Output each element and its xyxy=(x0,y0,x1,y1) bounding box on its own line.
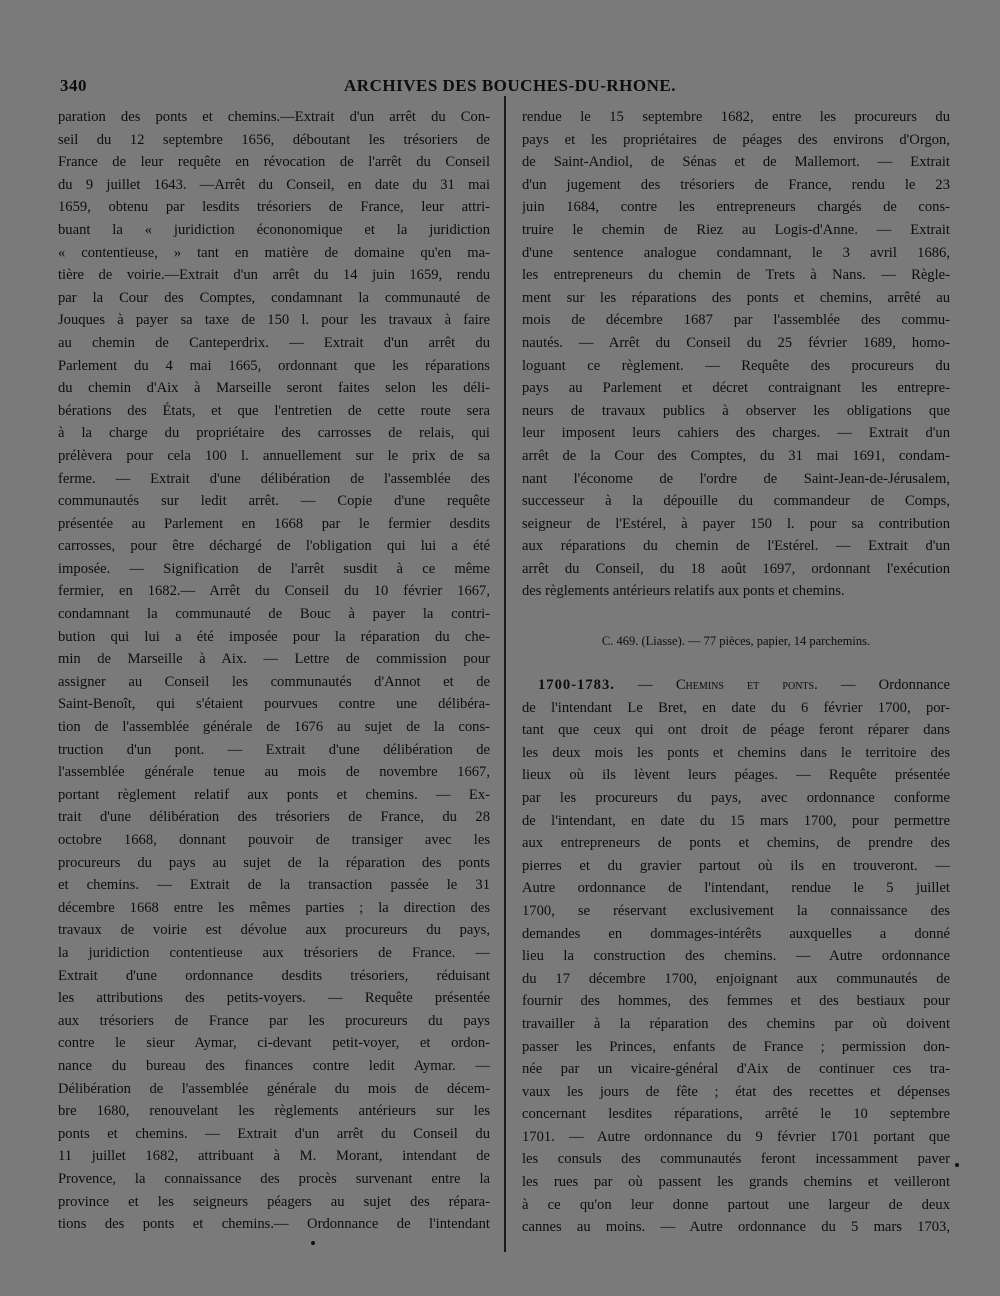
text-line: du chemin d'Aix à Marseille seront faites selon les déli- xyxy=(58,380,490,397)
column-rule xyxy=(504,96,506,1252)
text-line: du 9 juillet 1643. —Arrêt du Conseil, en date du 31 mai xyxy=(58,176,490,193)
text-line: truire le chemin de Riez au Logis-d'Anne. — Extrait xyxy=(522,221,950,238)
text-line: prélèvera pour cela 100 l. annuellement sur le prix de sa xyxy=(58,447,490,464)
text-line: fermier, en 1682.— Arrêt du Conseil du 10 février 1667, xyxy=(58,583,490,600)
text-line: trait d'une délibération des trésoriers de France, du 28 xyxy=(58,809,490,826)
text-line: aux entrepreneurs de ponts et chemins, de prendre des xyxy=(522,835,950,852)
text-line: portant règlement relatif aux ponts et chemins. — Ex- xyxy=(58,786,490,803)
text-line: 1701. — Autre ordonnance du 9 février 1701 portant que xyxy=(522,1128,950,1145)
text-line: de Saint-Andiol, de Sénas et de Mallemort. — Extrait xyxy=(522,154,950,171)
text-line: assigner au Conseil les communautés d'Annot et de xyxy=(58,673,490,690)
text-line: mois de décembre 1687 par l'assemblée des commu- xyxy=(522,312,950,329)
text-line: l'assemblée générale tenue au mois de novembre 1667, xyxy=(58,764,490,781)
text-line: leur imposent leurs cahiers des charges. — Extrait d'un xyxy=(522,425,950,442)
text-line: arrêt du Conseil, du 18 août 1697, ordonnant l'exécution xyxy=(522,560,950,577)
text-line: loguant ce règlement. — Requête des procureurs du xyxy=(522,357,950,374)
text-line: tion de l'assemblée générale de 1676 au sujet de la cons- xyxy=(58,719,490,736)
text-line: Jouques à payer sa taxe de 150 l. pour les travaux à faire xyxy=(58,312,490,329)
text-line: à ce qu'on leur donne partout une largeur de deux xyxy=(522,1196,950,1213)
text-line: nance du bureau des finances contre ledit Aymar. — xyxy=(58,1057,490,1074)
text-line: les attributions des petits-voyers. — Requête présentée xyxy=(58,990,490,1007)
text-line: juin 1684, contre les entrepreneurs chargés de cons- xyxy=(522,199,950,216)
text-line: min de Marseille à Aix. — Lettre de commission pour xyxy=(58,651,490,668)
text-line: tant que ceux qui ont droit de péage feront réparer dans xyxy=(522,722,950,739)
text-line: les rues par où passent les grands chemins et veilleront xyxy=(522,1174,950,1191)
text-line: aux trésoriers de France par les procureurs du pays xyxy=(58,1012,490,1029)
text-line: cannes au moins. — Autre ordonnance du 5 mars 1703, xyxy=(522,1219,950,1236)
text-line: Parlement du 4 mai 1665, ordonnant que les réparations xyxy=(58,357,490,374)
text-line: du 17 décembre 1700, enjoignant aux communautés de xyxy=(522,970,950,987)
text-line: d'une sentence analogue condamnant, le 3 avril 1686, xyxy=(522,244,950,261)
text-line: seil du 12 septembre 1656, déboutant les trésoriers de xyxy=(58,131,490,148)
text-line: rendue le 15 septembre 1682, entre les procureurs du xyxy=(522,109,950,125)
text-line: ponts et chemins. — Extrait d'un arrêt du Conseil du xyxy=(58,1125,490,1142)
text-line: tière de voirie.—Extrait d'un arrêt du 14 juin 1659, rendu xyxy=(58,267,490,284)
text-line: d'un jugement des trésoriers de France, rendu le 23 xyxy=(522,176,950,193)
text-line: nautés. — Arrêt du Conseil du 25 février 1689, homo- xyxy=(522,334,950,351)
text-line: nant l'économe de l'ordre de Saint-Jean-de-Jérusalem, xyxy=(522,470,950,487)
text-line: bution qui lui a été imposée pour la réparation du che- xyxy=(58,628,490,645)
text-line: lieux où ils lèvent leurs péages. — Requête présentée xyxy=(522,767,950,784)
entry-first-line-rest: — Ordonnance xyxy=(840,677,950,693)
text-line: pays au Parlement et décret contraignant les entrepre- xyxy=(522,380,950,397)
footer-dot xyxy=(311,1241,315,1245)
text-line: à la charge du propriétaire des carrosses de relais, qui xyxy=(58,425,490,442)
entry-block xyxy=(522,674,950,1239)
text-line: la juridiction contentieuse aux trésoriers de France. — xyxy=(58,944,490,961)
text-line: carrosses, pour être déchargé de l'obligation qui lui a été xyxy=(58,538,490,555)
page-number: 340 xyxy=(60,76,87,95)
text-line: Extrait d'une ordonnance desdits trésoriers, réduisant xyxy=(58,967,490,984)
text-line: successeur à la dépouille du commandeur de Comps, xyxy=(522,493,950,510)
text-line: lieu la construction des chemins. — Autre ordonnance xyxy=(522,948,950,965)
text-line: truction d'un pont. — Extrait d'une délibération de xyxy=(58,741,490,758)
text-line: neurs de travaux publics à observer les obligations que xyxy=(522,402,950,419)
text-line: passer les Princes, enfants de France ; permission don- xyxy=(522,1038,950,1055)
text-line: les consuls des communautés feront incessamment paver xyxy=(522,1151,950,1168)
archive-reference: C. 469. (Liasse). — 77 pièces, papier, 14 parchemins. xyxy=(601,634,871,648)
text-line: présentée au Parlement en 1668 par le fermier desdits xyxy=(58,515,490,532)
text-line: par la Cour des Comptes, condamnant la communauté de xyxy=(58,289,490,306)
text-line: province et les seigneurs péagers au sujet des répara- xyxy=(58,1193,490,1210)
text-line: des règlements antérieurs relatifs aux ponts et chemins. xyxy=(522,583,845,600)
text-line: fournir des hommes, des femmes et des bestiaux pour xyxy=(522,993,950,1010)
left-column xyxy=(58,106,490,1236)
text-line: pays et les propriétaires de péages des environs d'Orgon, xyxy=(522,131,950,148)
text-line: bre 1680, renouvelant les règlements antérieurs sur les xyxy=(58,1103,490,1120)
text-line: 1700, se réservant exclusivement la connaissance des xyxy=(522,902,950,919)
text-line: ferme. — Extrait d'une délibération de l'assemblée des xyxy=(58,470,490,487)
text-line: aux réparations du chemin de l'Estérel. — Extrait d'un xyxy=(522,538,950,555)
text-line: ment sur les réparations des ponts et chemins, arrêté au xyxy=(522,289,950,306)
text-line: concernant lesdites réparations, arrêté le 10 septembre xyxy=(522,1106,950,1123)
entry-date: 1700-1783. xyxy=(538,677,615,693)
text-line: seigneur de l'Estérel, à payer 150 l. pour sa contribution xyxy=(522,515,950,532)
text-line: de l'intendant, en date du 15 mars 1700, pour permettre xyxy=(522,812,950,829)
text-line: buant la « juridiction écononomique et la juridiction xyxy=(58,221,490,238)
text-line: contre le sieur Aymar, ci-devant petit-voyer, et ordon- xyxy=(58,1035,490,1052)
text-line: pierres et du gravier partout où ils en trouveront. — xyxy=(522,857,950,874)
entry-title: Chemins et ponts. xyxy=(675,677,818,693)
text-line: procureurs du pays au sujet de la réparation des ponts xyxy=(58,854,490,871)
running-title: ARCHIVES DES BOUCHES-DU-RHONE. xyxy=(344,76,676,95)
text-line: bérations des États, et que l'entretien de cette route sera xyxy=(58,402,490,419)
text-line: « contentieuse, » tant en matière de domaine qu'en ma- xyxy=(58,244,490,261)
text-line: 1659, obtenu par lesdits trésoriers de France, leur attri- xyxy=(58,199,490,216)
text-line: condamnant la communauté de Bouc à payer la contri- xyxy=(58,606,490,623)
text-line: demandes en dommages-intérêts auxquelles a donné xyxy=(522,925,950,942)
entry-heading-line: 1700-1783. — Chemins et ponts. — Ordonnance xyxy=(538,677,950,693)
text-line: de l'intendant Le Bret, en date du 6 février 1700, por- xyxy=(522,699,950,716)
text-line: vaux les jours de fête ; état des recettes et dépenses xyxy=(522,1083,950,1100)
text-line: et chemins. — Extrait de la transaction passée le 31 xyxy=(58,877,490,894)
text-line: communautés sur ledit arrêt. — Copie d'une requête xyxy=(58,493,490,510)
text-line: octobre 1668, donnant pouvoir de transiger avec les xyxy=(58,832,490,848)
text-line: par les procureurs du pays, avec ordonnance conforme xyxy=(522,789,950,806)
text-line: travailler à la réparation des chemins par où doivent xyxy=(522,1015,950,1032)
text-line: les deux mois les ponts et chemins dans le territoire des xyxy=(522,744,950,761)
text-line: Délibération de l'assemblée générale du mois de décem- xyxy=(58,1080,490,1097)
margin-dot xyxy=(955,1163,959,1167)
text-line: tions des ponts et chemins.— Ordonnance de l'intendant xyxy=(58,1216,490,1233)
text-line: paration des ponts et chemins.—Extrait d'un arrêt du Con- xyxy=(58,109,490,125)
right-column xyxy=(522,106,950,603)
text-line: arrêt de la Cour des Comptes, du 31 mai 1691, condam- xyxy=(522,447,950,464)
text-line: France de leur requête en révocation de l'arrêt du Conseil xyxy=(58,154,490,171)
text-line: travaux de voirie est dévolue aux procureurs du pays, xyxy=(58,922,490,939)
text-line: décembre 1668 entre les mêmes parties ; la direction des xyxy=(58,899,490,916)
text-line: les entrepreneurs du chemin de Trets à Nans. — Règle- xyxy=(522,267,950,284)
text-line: au chemin de Canteperdrix. — Extrait d'un arrêt du xyxy=(58,334,490,351)
text-line: née par un vicaire-général d'Aix de continuer ces tra- xyxy=(522,1061,950,1078)
text-line: Saint-Benoît, qui s'étaient pourvues contre une délibéra- xyxy=(58,696,490,713)
text-line: 11 juillet 1682, attribuant à M. Morant, intendant de xyxy=(58,1148,490,1165)
text-line: imposée. — Signification de l'arrêt susdit à ce même xyxy=(58,560,490,577)
text-line: Autre ordonnance de l'intendant, rendue le 5 juillet xyxy=(522,880,950,897)
text-line: Provence, la connaissance des procès survenant entre la xyxy=(58,1170,490,1187)
